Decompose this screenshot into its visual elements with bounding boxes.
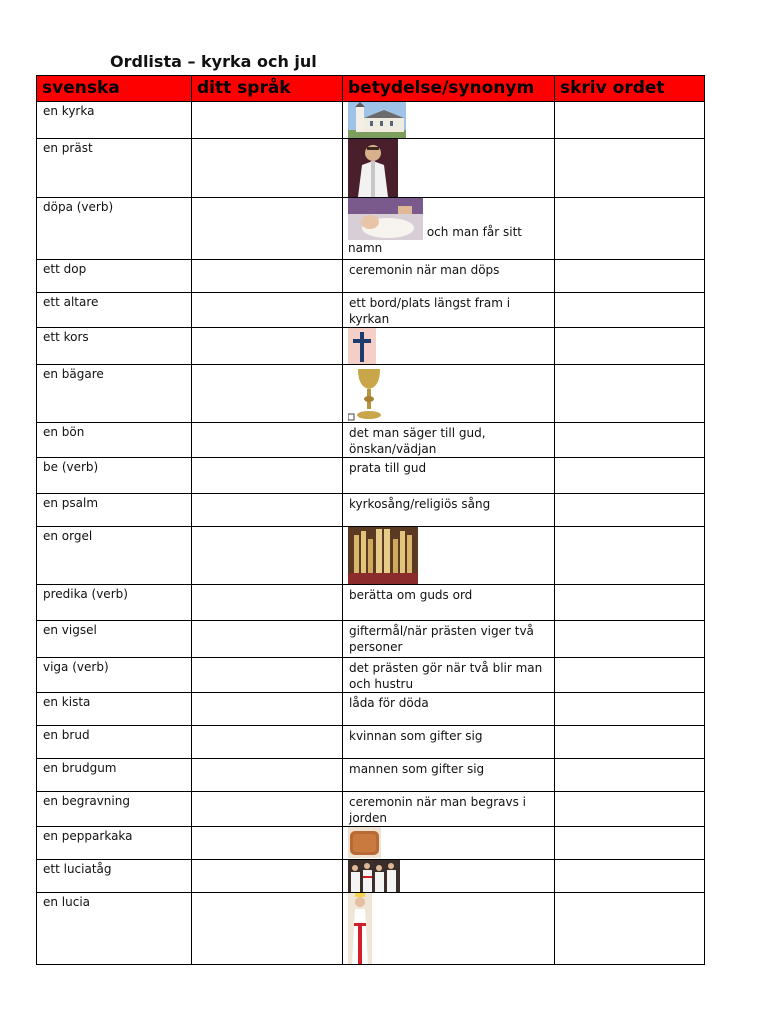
table-row xyxy=(37,893,705,965)
table-row xyxy=(37,693,705,726)
meaning-cell: ceremonin när man döps xyxy=(343,260,555,293)
write-cell[interactable] xyxy=(555,759,705,792)
table-row xyxy=(37,527,705,585)
table-row xyxy=(37,293,705,328)
meaning-cell xyxy=(343,102,555,139)
meaning-cell xyxy=(343,139,555,198)
meaning-cell: det prästen gör när två blir man och hustru xyxy=(343,658,555,693)
organ-photo xyxy=(348,527,418,584)
word-cell: en begravning xyxy=(37,792,192,827)
translation-cell[interactable] xyxy=(192,527,343,585)
translation-cell[interactable] xyxy=(192,585,343,621)
header-svenska: svenska xyxy=(37,76,192,102)
meaning-cell: kyrkosång/religiös sång xyxy=(343,494,555,527)
table-row xyxy=(37,365,705,423)
translation-cell[interactable] xyxy=(192,792,343,827)
table-row xyxy=(37,621,705,658)
table-row xyxy=(37,792,705,827)
table-row xyxy=(37,658,705,693)
word-cell: en psalm xyxy=(37,494,192,527)
priest-photo xyxy=(348,139,398,197)
translation-cell[interactable] xyxy=(192,458,343,494)
write-cell[interactable] xyxy=(555,860,705,893)
word-cell: be (verb) xyxy=(37,458,192,494)
write-cell[interactable] xyxy=(555,893,705,965)
translation-cell[interactable] xyxy=(192,423,343,458)
word-cell: en pepparkaka xyxy=(37,827,192,860)
table-row xyxy=(37,139,705,198)
word-cell: ett dop xyxy=(37,260,192,293)
word-cell: predika (verb) xyxy=(37,585,192,621)
lucia-procession-photo xyxy=(348,860,400,892)
translation-cell[interactable] xyxy=(192,494,343,527)
translation-cell[interactable] xyxy=(192,893,343,965)
church-photo xyxy=(348,102,406,138)
lucia-photo xyxy=(348,893,372,964)
translation-cell[interactable] xyxy=(192,759,343,792)
word-cell: döpa (verb) xyxy=(37,198,192,260)
translation-cell[interactable] xyxy=(192,260,343,293)
write-cell[interactable] xyxy=(555,328,705,365)
table-row xyxy=(37,860,705,893)
meaning-cell xyxy=(343,365,555,423)
meaning-cell xyxy=(343,827,555,860)
write-cell[interactable] xyxy=(555,102,705,139)
table-row xyxy=(37,458,705,494)
translation-cell[interactable] xyxy=(192,693,343,726)
meaning-cell: kvinnan som gifter sig xyxy=(343,726,555,759)
translation-cell[interactable] xyxy=(192,621,343,658)
gingerbread-photo xyxy=(348,827,381,858)
write-cell[interactable] xyxy=(555,527,705,585)
translation-cell[interactable] xyxy=(192,198,343,260)
table-row xyxy=(37,494,705,527)
meaning-cell: det man säger till gud, önskan/vädjan xyxy=(343,423,555,458)
header-betydelse: betydelse/synonym xyxy=(343,76,555,102)
table-row xyxy=(37,198,705,260)
meaning-cell: ett bord/plats längst fram i kyrkan xyxy=(343,293,555,328)
translation-cell[interactable] xyxy=(192,827,343,860)
table-header-row xyxy=(37,76,705,102)
header-skriv-ordet: skriv ordet xyxy=(555,76,705,102)
table-row xyxy=(37,759,705,792)
translation-cell[interactable] xyxy=(192,293,343,328)
write-cell[interactable] xyxy=(555,792,705,827)
word-cell: en bägare xyxy=(37,365,192,423)
write-cell[interactable] xyxy=(555,198,705,260)
write-cell[interactable] xyxy=(555,693,705,726)
write-cell[interactable] xyxy=(555,260,705,293)
meaning-cell: mannen som gifter sig xyxy=(343,759,555,792)
meaning-cell: giftermål/när prästen viger två personer xyxy=(343,621,555,658)
word-cell: en orgel xyxy=(37,527,192,585)
word-cell: ett luciatåg xyxy=(37,860,192,893)
write-cell[interactable] xyxy=(555,293,705,328)
write-cell[interactable] xyxy=(555,621,705,658)
translation-cell[interactable] xyxy=(192,860,343,893)
word-cell: en bön xyxy=(37,423,192,458)
word-cell: en kyrka xyxy=(37,102,192,139)
table-row xyxy=(37,423,705,458)
baptism-photo xyxy=(348,198,423,240)
table-row xyxy=(37,102,705,139)
table-row xyxy=(37,585,705,621)
word-cell: en vigsel xyxy=(37,621,192,658)
translation-cell[interactable] xyxy=(192,328,343,365)
translation-cell[interactable] xyxy=(192,365,343,423)
write-cell[interactable] xyxy=(555,494,705,527)
meaning-cell xyxy=(343,527,555,585)
meaning-cell xyxy=(343,198,555,260)
word-cell: ett kors xyxy=(37,328,192,365)
translation-cell[interactable] xyxy=(192,139,343,198)
word-cell: en kista xyxy=(37,693,192,726)
write-cell[interactable] xyxy=(555,726,705,759)
write-cell[interactable] xyxy=(555,139,705,198)
header-ditt-sprak: ditt språk xyxy=(192,76,343,102)
write-cell[interactable] xyxy=(555,827,705,860)
word-cell: en präst xyxy=(37,139,192,198)
meaning-cell: berätta om guds ord xyxy=(343,585,555,621)
table-row xyxy=(37,827,705,860)
word-cell: viga (verb) xyxy=(37,658,192,693)
meaning-cell xyxy=(343,893,555,965)
translation-cell[interactable] xyxy=(192,726,343,759)
chalice-photo xyxy=(348,365,390,422)
write-cell[interactable] xyxy=(555,585,705,621)
document-title: Ordlista – kyrka och jul xyxy=(110,52,317,71)
write-cell[interactable] xyxy=(555,658,705,693)
meaning-cell: låda för döda xyxy=(343,693,555,726)
write-cell[interactable] xyxy=(555,365,705,423)
translation-cell[interactable] xyxy=(192,102,343,139)
word-cell: en brudgum xyxy=(37,759,192,792)
word-cell: ett altare xyxy=(37,293,192,328)
meaning-cell xyxy=(343,860,555,893)
cross-icon xyxy=(348,328,376,364)
translation-cell[interactable] xyxy=(192,658,343,693)
meaning-cell xyxy=(343,328,555,365)
meaning-text: och man får sitt namn xyxy=(348,225,522,255)
table-row xyxy=(37,260,705,293)
vocabulary-table xyxy=(36,75,705,965)
meaning-cell: ceremonin när man begravs i jorden xyxy=(343,792,555,827)
write-cell[interactable] xyxy=(555,423,705,458)
word-cell: en lucia xyxy=(37,893,192,965)
table-row xyxy=(37,726,705,759)
word-cell: en brud xyxy=(37,726,192,759)
write-cell[interactable] xyxy=(555,458,705,494)
table-row xyxy=(37,328,705,365)
meaning-cell: prata till gud xyxy=(343,458,555,494)
